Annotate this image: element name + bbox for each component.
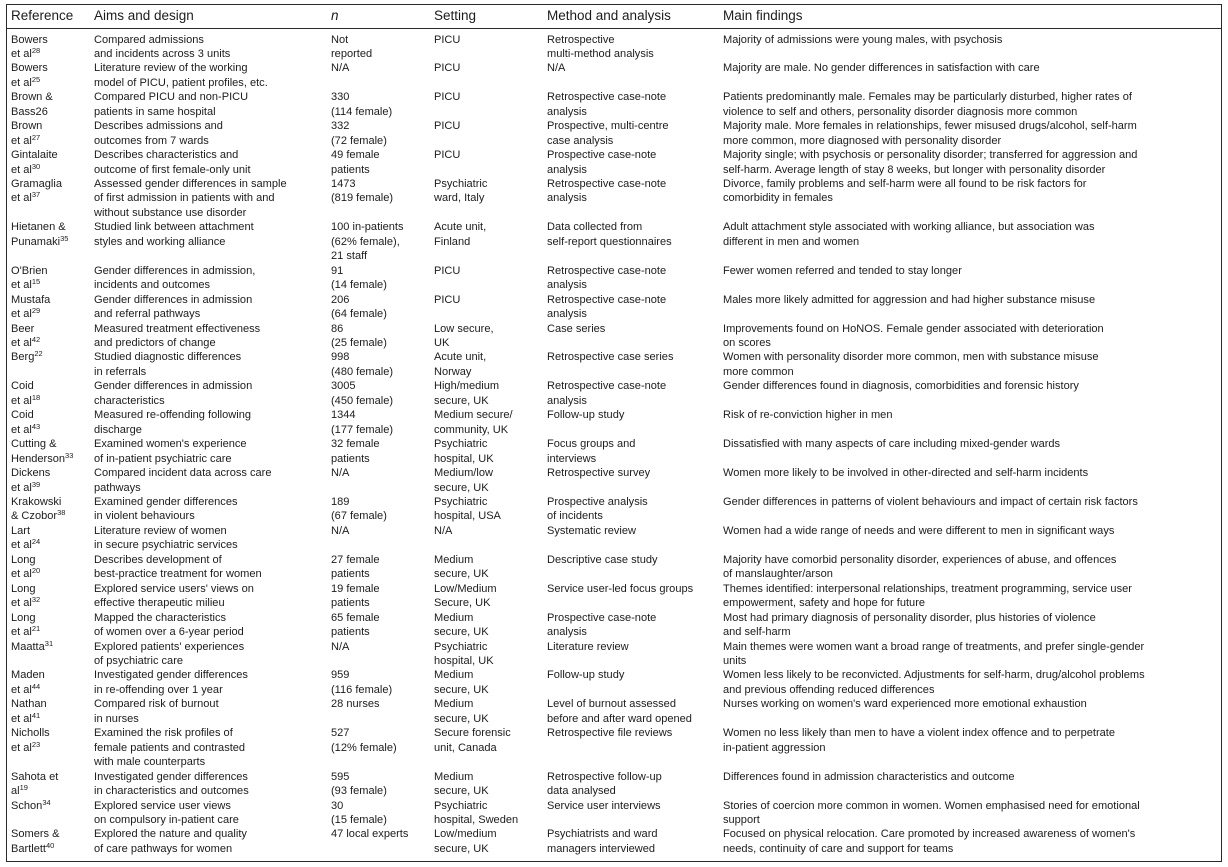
citation-number: 37 [31, 190, 41, 200]
reference-cell [7, 148, 90, 177]
findings-cell: Dissatisfied with many aspects of care including mixed-gender wards [723, 438, 1061, 451]
n-cell: 32 female patients [331, 438, 380, 465]
findings-cell: Gender differences in patterns of violent behaviours and impact of certain risk factors [723, 496, 1138, 508]
reference-cell [7, 437, 90, 466]
table-row [7, 177, 1221, 220]
aims-cell: Explored patients' experiences of psychiatric care [94, 640, 245, 667]
setting-cell: PICU [434, 62, 461, 75]
setting-cell: Psychiatric hospital, UK [434, 438, 494, 465]
n-cell: 3005 (450 female) [331, 380, 394, 407]
setting-cell: Psychiatric hospital, UK [434, 640, 494, 667]
reference-text: Schon [11, 799, 43, 812]
method-cell: Retrospective case-note analysis [547, 293, 667, 321]
table-body [7, 28, 1221, 856]
reference-text: Brown & Bass26 [11, 91, 53, 118]
reference-text: Mustafa et al [11, 293, 51, 321]
citation-number: 30 [31, 161, 41, 171]
table-row [7, 293, 1221, 322]
table-row [7, 495, 1221, 524]
reference-text: Somers & Bartlett [11, 828, 60, 855]
n-cell: 65 female patients [331, 611, 380, 639]
setting-cell: High/medium secure, UK [434, 380, 500, 407]
findings-cell: Improvements found on HoNOS. Female gender associated with deterioration on scores [723, 322, 1104, 350]
reference-text: Beer et al [11, 322, 35, 350]
aims-cell: Describes characteristics and outcome of first female-only unit [94, 149, 251, 176]
citation-number: 18 [31, 392, 41, 402]
findings-cell: Majority are male. No gender differences in satisfaction with care [723, 62, 1040, 75]
reference-text: Long et al [11, 553, 36, 581]
setting-cell: N/A [434, 524, 453, 537]
header-setting: Setting [430, 5, 543, 28]
reference-cell [7, 408, 90, 437]
header-n: n [327, 5, 430, 28]
setting-cell: Acute unit, Norway [434, 351, 487, 378]
citation-number: 40 [46, 840, 55, 850]
setting-cell: Acute unit, Finland [434, 221, 487, 248]
table-header-row [7, 5, 1221, 28]
citation-number: 23 [31, 739, 41, 749]
reference-cell [7, 668, 90, 697]
n-cell: 91 (14 female) [331, 264, 387, 292]
findings-cell: Adult attachment style associated with working alliance, but association was different in men and women [723, 221, 1095, 248]
method-cell: Level of burnout assessed before and after ward opened [547, 698, 692, 725]
n-cell: Not reported [331, 33, 373, 60]
reference-cell [7, 350, 90, 379]
citation-number: 29 [31, 306, 41, 316]
reference-text: Nicholls et al [11, 727, 50, 754]
reference-cell [7, 827, 90, 856]
findings-cell: Women more likely to be involved in other-directed and self-harm incidents [723, 467, 1089, 480]
reference-text: Maatta [11, 640, 45, 653]
n-cell: N/A [331, 524, 350, 537]
table-row [7, 437, 1221, 466]
reference-text: Coid et al [11, 380, 34, 407]
setting-cell: Medium secure, UK [434, 770, 489, 798]
findings-cell: Majority of admissions were young males, with psychosis [723, 33, 1003, 46]
citation-number: 32 [31, 595, 41, 605]
aims-cell: Literature review of women in secure psychiatric services [94, 524, 238, 552]
table-row [7, 799, 1221, 828]
method-cell: Retrospective case-note analysis [547, 380, 667, 407]
n-cell: 19 female patients [331, 582, 380, 610]
method-cell: Retrospective case-note analysis [547, 264, 667, 292]
aims-cell: Measured re-offending following discharge [94, 409, 252, 436]
method-cell: Case series [547, 322, 606, 335]
aims-cell: Compared incident data across care pathways [94, 467, 272, 494]
method-cell: Prospective analysis of incidents [547, 496, 648, 523]
reference-cell [7, 264, 90, 293]
table-row [7, 220, 1221, 263]
setting-cell: Low/medium secure, UK [434, 828, 497, 855]
setting-cell: PICU [434, 293, 461, 306]
reference-cell [7, 611, 90, 640]
method-cell: N/A [547, 62, 566, 75]
reference-text: Coid et al [11, 409, 34, 436]
method-cell: Retrospective file reviews [547, 727, 673, 740]
findings-cell: Fewer women referred and tended to stay longer [723, 264, 962, 277]
setting-cell: Psychiatric ward, Italy [434, 178, 488, 205]
table-row [7, 726, 1221, 769]
table-row [7, 119, 1221, 148]
n-cell: 206 (64 female) [331, 293, 387, 321]
findings-cell: Majority single; with psychosis or personality disorder; transferred for aggression and self-harm. Average length of stay 8 weeks, but longer with personality disorder [723, 149, 1138, 176]
setting-cell: Psychiatric hospital, Sweden [434, 799, 519, 826]
method-cell: Descriptive case study [547, 553, 658, 566]
citation-number: 34 [42, 798, 51, 807]
n-cell: 595 (93 female) [331, 770, 387, 798]
reference-cell [7, 524, 90, 553]
reference-text: Lart et al [11, 524, 32, 552]
reference-text: O'Brien et al [11, 264, 48, 292]
reference-cell [7, 553, 90, 582]
findings-cell: Patients predominantly male. Females may be particularly disturbed, higher rates of violence to self and others, personality disorder diagnosis more common [723, 91, 1132, 118]
citation-number: 35 [60, 233, 69, 243]
setting-cell: Low/Medium Secure, UK [434, 582, 497, 610]
reference-cell [7, 770, 90, 799]
table-row [7, 28, 1221, 61]
table-row [7, 770, 1221, 799]
studies-table [7, 5, 1221, 856]
citation-number: 39 [31, 479, 41, 489]
method-cell: Retrospective case-note analysis [547, 91, 667, 118]
aims-cell: Mapped the characteristics of women over a 6-year period [94, 611, 244, 639]
table-row [7, 611, 1221, 640]
method-cell: Prospective, multi-centre case analysis [547, 120, 669, 147]
reference-text: Bowers et al [11, 33, 48, 60]
header-findings: Main findings [719, 5, 1221, 28]
table-row [7, 350, 1221, 379]
citation-number: 15 [31, 277, 41, 287]
reference-cell [7, 799, 90, 828]
citation-number: 41 [31, 710, 41, 720]
reference-text: Long et al [11, 582, 36, 610]
method-cell: Service user-led focus groups [547, 582, 694, 595]
n-cell: 332 (72 female) [331, 120, 387, 147]
method-cell: Systematic review [547, 524, 637, 537]
table-row [7, 524, 1221, 553]
method-cell: Retrospective case series [547, 351, 674, 364]
aims-cell: Studied diagnostic differences in referrals [94, 351, 242, 378]
method-cell: Service user interviews [547, 799, 661, 812]
reference-text: Cutting & Henderson [11, 438, 66, 465]
table-row [7, 408, 1221, 437]
aims-cell: Explored the nature and quality of care pathways for women [94, 828, 247, 855]
reference-cell [7, 220, 90, 263]
setting-cell: Secure forensic unit, Canada [434, 727, 511, 754]
n-cell: 28 nurses [331, 698, 380, 711]
aims-cell: Assessed gender differences in sample of first admission in patients with and without substance use disorder [94, 178, 287, 219]
findings-cell: Main themes were women want a broad range of treatments, and prefer single-gender units [723, 640, 1145, 667]
aims-cell: Gender differences in admission characteristics [94, 380, 253, 407]
citation-number: 20 [31, 566, 41, 576]
method-cell: Follow-up study [547, 669, 625, 682]
n-cell: N/A [331, 640, 350, 653]
reference-text: Berg [11, 351, 35, 364]
findings-cell: Males more likely admitted for aggression and had higher substance misuse [723, 293, 1096, 306]
table-row [7, 553, 1221, 582]
method-cell: Data collected from self-report questionnaires [547, 221, 672, 248]
reference-cell [7, 119, 90, 148]
table-row [7, 466, 1221, 495]
n-cell: 47 local experts [331, 828, 409, 841]
table-row [7, 827, 1221, 856]
n-cell: 30 (15 female) [331, 799, 387, 826]
findings-cell: Nurses working on women's ward experienced more emotional exhaustion [723, 698, 1087, 711]
citation-number: 22 [34, 350, 43, 359]
aims-cell: Investigated gender differences in characteristics and outcomes [94, 770, 249, 798]
reference-text: Bowers et al [11, 62, 48, 89]
aims-cell: Investigated gender differences in re-offending over 1 year [94, 669, 248, 696]
reference-text: Brown et al [11, 120, 43, 147]
citation-number: 44 [31, 681, 41, 691]
aims-cell: Compared risk of burnout in nurses [94, 698, 219, 725]
findings-cell: Themes identified: interpersonal relationships, treatment programming, service user empowerment, safety and hope for future [723, 582, 1132, 610]
n-cell: N/A [331, 467, 350, 480]
findings-cell: Majority male. More females in relationships, fewer misused drugs/alcohol, self-harm more common, more diagnosed with personality disorder [723, 120, 1137, 147]
table-row [7, 697, 1221, 726]
method-cell: Literature review [547, 640, 629, 653]
method-cell: Retrospective multi-method analysis [547, 33, 654, 60]
setting-cell: PICU [434, 91, 461, 104]
reference-cell [7, 28, 90, 61]
n-cell: 86 (25 female) [331, 322, 387, 350]
method-cell: Prospective case-note analysis [547, 149, 657, 176]
citation-number: 27 [31, 132, 41, 142]
setting-cell: PICU [434, 149, 461, 162]
findings-cell: Women with personality disorder more common, men with substance misuse more common [723, 351, 1099, 378]
reference-cell [7, 177, 90, 220]
aims-cell: Literature review of the working model of PICU, patient profiles, etc. [94, 62, 268, 89]
reference-cell [7, 90, 90, 119]
findings-cell: Differences found in admission characteristics and outcome [723, 770, 1015, 783]
aims-cell: Studied link between attachment styles and working alliance [94, 221, 254, 248]
citation-number: 43 [31, 421, 41, 431]
header-method: Method and analysis [543, 5, 719, 28]
setting-cell: Medium secure, UK [434, 553, 489, 581]
reference-cell [7, 61, 90, 90]
header-reference: Reference [7, 5, 90, 28]
n-cell: 527 (12% female) [331, 727, 397, 754]
method-cell: Retrospective case-note analysis [547, 178, 667, 205]
n-cell: 100 in-patients (62% female), 21 staff [331, 221, 404, 263]
aims-cell: Compared admissions and incidents across 3 units [94, 33, 231, 60]
aims-cell: Examined the risk profiles of female patients and contrasted with male counterparts [94, 727, 246, 769]
findings-cell: Divorce, family problems and self-harm were all found to be risk factors for comorbidity in females [723, 178, 1087, 205]
n-cell: 1473 (819 female) [331, 178, 394, 205]
n-cell: 49 female patients [331, 149, 380, 176]
n-cell: 330 (114 female) [331, 91, 393, 118]
findings-cell: Risk of re-conviction higher in men [723, 409, 893, 422]
citation-number: 33 [65, 450, 74, 460]
setting-cell: Medium/low secure, UK [434, 467, 493, 494]
findings-cell: Stories of coercion more common in women. Women emphasised need for emotional support [723, 799, 1140, 826]
reference-cell [7, 726, 90, 769]
citation-number: 38 [57, 508, 66, 518]
setting-cell: Low secure, UK [434, 322, 494, 350]
citation-number: 19 [19, 783, 28, 793]
n-cell: 1344 (177 female) [331, 409, 394, 436]
n-cell: 998 (480 female) [331, 351, 394, 378]
aims-cell: Describes admissions and outcomes from 7 wards [94, 120, 223, 147]
aims-cell: Examined women's experience of in-patient psychiatric care [94, 438, 247, 465]
findings-cell: Gender differences found in diagnosis, comorbidities and forensic history [723, 380, 1079, 393]
citation-number: 28 [31, 45, 41, 55]
table-row [7, 582, 1221, 611]
findings-cell: Most had primary diagnosis of personality disorder, plus histories of violence and self-harm [723, 611, 1096, 639]
findings-cell: Women had a wide range of needs and were different to men in significant ways [723, 524, 1115, 537]
table-row [7, 322, 1221, 351]
reference-cell [7, 582, 90, 611]
reference-text: Gintalaite et al [11, 149, 58, 176]
table-row [7, 264, 1221, 293]
method-cell: Prospective case-note analysis [547, 611, 657, 639]
reference-cell [7, 640, 90, 669]
setting-cell: Medium secure, UK [434, 669, 489, 696]
n-cell: 959 (116 female) [331, 669, 393, 696]
reference-cell [7, 495, 90, 524]
findings-cell: Women no less likely than men to have a violent index offence and to perpetrate in-patient aggression [723, 727, 1115, 754]
aims-cell: Explored service user views on compulsory in-patient care [94, 799, 239, 826]
aims-cell: Measured treatment effectiveness and predictors of change [94, 322, 261, 350]
method-cell: Retrospective follow-up data analysed [547, 770, 662, 798]
studies-table-frame [6, 4, 1222, 862]
setting-cell: PICU [434, 33, 461, 46]
table-row [7, 668, 1221, 697]
setting-cell: Medium secure, UK [434, 698, 489, 725]
findings-cell: Majority have comorbid personality disorder, experiences of abuse, and offences of manslaughter/arson [723, 553, 1117, 581]
method-cell: Focus groups and interviews [547, 438, 636, 465]
reference-cell [7, 697, 90, 726]
table-row [7, 90, 1221, 119]
citation-number: 24 [31, 537, 41, 547]
n-cell: 189 (67 female) [331, 496, 387, 523]
aims-cell: Compared PICU and non-PICU patients in same hospital [94, 91, 249, 118]
findings-cell: Women less likely to be reconvicted. Adjustments for self-harm, drug/alcohol problems and previous offending reduced differences [723, 669, 1145, 696]
reference-cell [7, 466, 90, 495]
citation-number: 21 [31, 624, 41, 634]
citation-number: 25 [31, 74, 41, 84]
reference-text: Sahota et al [11, 770, 59, 798]
setting-cell: PICU [434, 120, 461, 133]
reference-text: Gramaglia et al [11, 178, 62, 205]
n-cell: N/A [331, 62, 350, 75]
aims-cell: Describes development of best-practice treatment for women [94, 553, 262, 581]
method-cell: Retrospective survey [547, 467, 651, 480]
reference-cell [7, 322, 90, 351]
header-aims: Aims and design [90, 5, 327, 28]
reference-text: Krakowski & Czobor [11, 496, 62, 523]
n-cell: 27 female patients [331, 553, 380, 581]
table-row [7, 379, 1221, 408]
reference-cell [7, 293, 90, 322]
reference-text: Long et al [11, 611, 36, 639]
setting-cell: PICU [434, 264, 461, 277]
findings-cell: Focused on physical relocation. Care promoted by increased awareness of women's needs, continuity of care and support for teams [723, 828, 1136, 855]
reference-text: Nathan et al [11, 698, 47, 725]
citation-number: 42 [31, 335, 41, 345]
setting-cell: Psychiatric hospital, USA [434, 496, 501, 523]
aims-cell: Examined gender differences in violent behaviours [94, 496, 238, 523]
citation-number: 31 [44, 639, 54, 648]
setting-cell: Medium secure, UK [434, 611, 489, 639]
aims-cell: Gender differences in admission and referral pathways [94, 293, 253, 321]
table-row [7, 148, 1221, 177]
reference-text: Dickens et al [11, 467, 51, 494]
reference-cell [7, 379, 90, 408]
table-row [7, 640, 1221, 669]
method-cell: Follow-up study [547, 409, 625, 422]
reference-text: Maden et al [11, 669, 45, 696]
method-cell: Psychiatrists and ward managers interviewed [547, 828, 658, 855]
table-row [7, 61, 1221, 90]
aims-cell: Explored service users' views on effective therapeutic milieu [94, 582, 254, 610]
setting-cell: Medium secure/ community, UK [434, 409, 513, 436]
reference-text: Hietanen & Punamaki [11, 221, 66, 248]
aims-cell: Gender differences in admission, incidents and outcomes [94, 264, 256, 292]
